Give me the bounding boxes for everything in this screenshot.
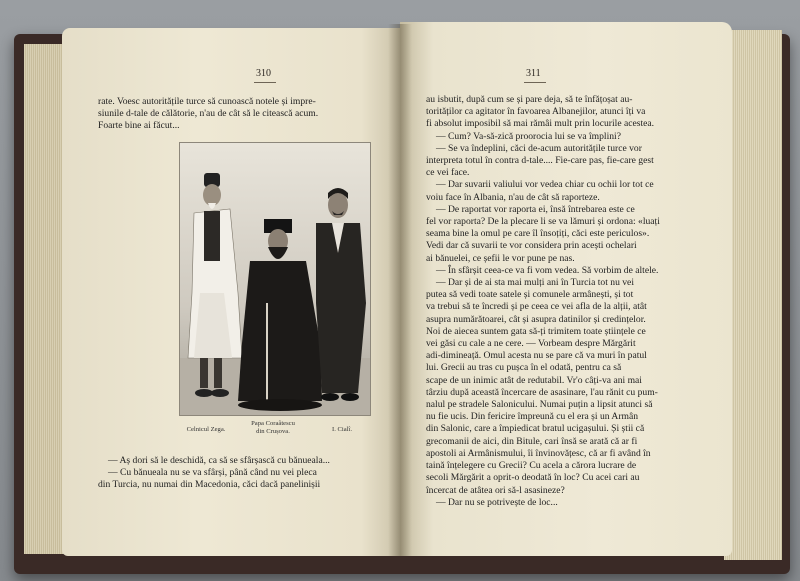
text-line: seama bine la omul pe care îl însoțiți, căci este periculos». <box>426 228 650 240</box>
text-line: — Se va îndeplini, căci de-acum autoritățile turce vor <box>436 142 642 154</box>
caption-middle-line2: din Crușova. <box>256 428 290 435</box>
left-page-number: 310 <box>256 68 271 79</box>
text-line: interpreta totul în contra d-tale.... Fie-care pas, fie-care gest <box>426 155 654 167</box>
text-line: Vedi dar că suvarii te vor considera prin acești ochelari <box>426 240 637 252</box>
text-line: secoli Mărgărit a oprit-o deodată în loc? Cu acei cari au <box>426 472 640 484</box>
text-line: — Cum? Va-să-zică proorocia lui se va împlini? <box>436 130 621 142</box>
photograph-three-men <box>179 142 371 416</box>
text-line: — De raportat vor raporta ei, însă întrebarea este ce <box>436 203 635 215</box>
text-line: va trebui să te încredi și pe ceea ce vei afla de la alții, atât <box>426 301 647 313</box>
text-line: din Salonic, care a împiedicat bratul ucigașului. Și știi că <box>426 423 645 435</box>
text-line: fel vor raporta? De la plecare li se va lămuri și ordona: «luați <box>426 216 660 228</box>
text-line: — Aș dori să le deschidă, ca să se sfârșască cu bănueala... <box>108 455 330 466</box>
text-line: rate. Voesc autoritățile turce să cunoască notele și impre- <box>98 96 316 107</box>
left-bottom-text <box>98 455 388 492</box>
text-line: Foarte bine ai făcut... <box>98 120 180 132</box>
page-number-rule <box>254 82 276 83</box>
text-line: ce vei face. <box>426 167 470 179</box>
right-body-text <box>426 94 714 509</box>
text-line: lui. Grecii au tras cu pușca în el odată, pentru ca să <box>426 362 622 374</box>
text-line: — Dar și de ai sta mai mulți ani în Turcia tot nu vei <box>436 277 634 289</box>
text-line: vei găsi cu cale a ne cere. — Vorbeam despre Mărgărit <box>426 338 636 350</box>
text-line: au isbutit, după cum se și pare deja, să te înfățoșat au- <box>426 94 633 105</box>
text-line: apostoli ai Armânismului, îi învinovățesc, că ar fi având în <box>426 447 651 459</box>
caption-middle <box>238 420 308 436</box>
text-line: asupra numărătoarei, cât și asupra datinilor și credințelor. <box>426 313 646 325</box>
text-line: ai bănuelei, ce șefii le vor pune pe nas. <box>426 252 575 264</box>
text-line: adi-dimineață. Omul acesta nu se pare că va muri în patul <box>426 350 647 362</box>
text-line: din Turcia, nu numai din Macedonia, căci dacă panelinișii <box>98 479 321 491</box>
left-page <box>62 28 402 556</box>
caption-right: I. Cialî. <box>332 426 352 433</box>
text-line: grecomanii de aici, din Bitule, cari însă se arată că ar fi <box>426 435 638 447</box>
left-top-text <box>98 96 380 133</box>
text-line: Noi de aiecea suntem gata să-ți trimitem toate științele ce <box>426 325 646 337</box>
text-line: fi absolut imposibil să mai rămâi mult prin locurile acestea. <box>426 118 655 130</box>
text-line: siunile d-tale de călătorie, n'au de cât să le citească acum. <box>98 108 319 120</box>
text-line: nalul pe stradele Salonicului. Numai puțin a lipsit atunci să <box>426 399 653 411</box>
caption-left: Celnicul Zega. <box>186 426 226 433</box>
text-line: — Dar suvarii valiului vor vedea chiar cu ochii lor tot ce <box>436 179 654 191</box>
text-line: voiu face în Albania, n'au de cât să raporteze. <box>426 191 600 203</box>
text-line: torităților ca agitator în favoarea Albanejilor, atunci îți va <box>426 106 646 118</box>
text-line: scape de un inimic atât de redutabil. Vr'o câți-va ani mai <box>426 374 642 386</box>
text-line: — Dar nu se potrivește de loc... <box>436 496 558 508</box>
book-gutter <box>388 24 412 556</box>
right-page-number: 311 <box>526 68 541 79</box>
text-line: putea să vedi toate satele și comunele armânești, și tot <box>426 289 634 301</box>
text-line: nu fie ucis. Din fericire împreună cu el era și un Armân <box>426 411 639 423</box>
right-page-edges <box>724 30 782 560</box>
text-line: — Cu bănueala nu se va sfârși, până când nu vei pleca <box>108 467 317 479</box>
text-line: încercat de atâtea ori să-l asasineze? <box>426 484 565 496</box>
text-line: târziu după această încercare de asasinare, l'au rănit cu pum- <box>426 386 658 398</box>
caption-middle-line1: Papa Coraâtescu <box>251 420 295 427</box>
text-line: taină înțelegere cu Grecii? Cu acela a cărora lucrare de <box>426 460 637 472</box>
right-page <box>400 22 732 556</box>
page-number-rule <box>524 82 546 83</box>
text-line: — În sfârșit ceea-ce va fi vom vedea. Să vorbim de altele. <box>436 264 659 276</box>
